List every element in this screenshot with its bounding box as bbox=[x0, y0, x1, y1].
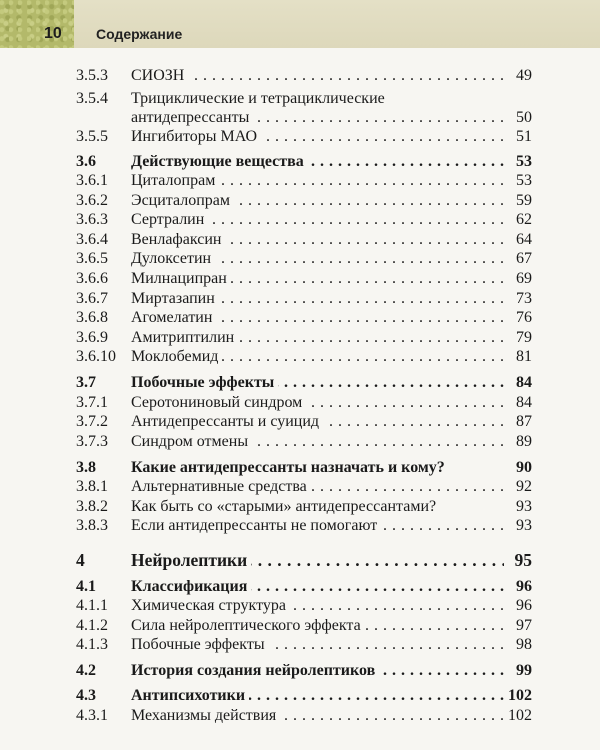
toc-entry-number: 4.1 bbox=[76, 578, 96, 595]
toc-entry-number: 3.7.3 bbox=[76, 433, 108, 450]
toc-entry-title: СИОЗН bbox=[131, 67, 188, 84]
toc-entry-title: Миртазапин bbox=[131, 290, 219, 307]
toc-entry-number: 3.6.10 bbox=[76, 348, 116, 365]
toc-entry-number: 4.1.2 bbox=[76, 617, 108, 634]
toc-entry-title: История создания нейролептиков bbox=[131, 662, 379, 679]
toc-entry-page: 50 bbox=[516, 109, 532, 126]
toc-entry-page: 87 bbox=[516, 413, 532, 430]
toc-entry-number: 3.7.1 bbox=[76, 394, 108, 411]
toc-entry-title: Какие антидепрессанты назначать и кому? bbox=[131, 459, 449, 476]
toc-entry-page: 102 bbox=[508, 687, 532, 704]
toc-entry-title: Как быть со «старыми» антидепрессантами? bbox=[131, 498, 440, 515]
toc-entry-page: 67 bbox=[516, 250, 532, 267]
toc-entry-title: Химическая структура bbox=[131, 597, 290, 614]
toc-entry-number: 4.1.3 bbox=[76, 636, 108, 653]
toc-entry-number: 3.8 bbox=[76, 459, 96, 476]
toc-entry-title: Серотониновый синдром bbox=[131, 394, 306, 411]
toc-entry-page: 93 bbox=[516, 517, 532, 534]
toc-entry-title: Ингибиторы МАО bbox=[131, 128, 261, 145]
toc-entry-page: 59 bbox=[516, 192, 532, 209]
toc-entry-number: 4.3 bbox=[76, 687, 96, 704]
toc-entry-page: 62 bbox=[516, 211, 532, 228]
toc-entry-page: 79 bbox=[516, 329, 532, 346]
toc-entry-number: 3.6.6 bbox=[76, 270, 108, 287]
toc-entry-title: Циталопрам bbox=[131, 172, 219, 189]
toc-entry-number: 3.8.3 bbox=[76, 517, 108, 534]
toc-entry-title: Побочные эффекты bbox=[131, 636, 269, 653]
toc-entry-title: Антипсихотики bbox=[131, 687, 249, 704]
toc-entry-title: Эсциталопрам bbox=[131, 192, 234, 209]
toc-entry-page: 69 bbox=[516, 270, 532, 287]
page-header bbox=[0, 0, 600, 48]
toc-entry-number: 3.6.5 bbox=[76, 250, 108, 267]
toc-entry-number: 4.2 bbox=[76, 662, 96, 679]
toc-entry-title: Механизмы действия bbox=[131, 707, 280, 724]
toc-entry-page: 84 bbox=[516, 374, 532, 391]
toc-entry-page: 92 bbox=[516, 478, 532, 495]
toc-entry-page: 98 bbox=[516, 636, 532, 653]
section-title: Содержание bbox=[96, 26, 183, 42]
toc-entry-title: Нейролептики bbox=[131, 551, 251, 570]
toc-entry-number: 3.6.7 bbox=[76, 290, 108, 307]
toc-entry-page: 96 bbox=[516, 597, 532, 614]
page-number-badge bbox=[0, 0, 74, 48]
toc-entry-number: 3.7.2 bbox=[76, 413, 108, 430]
toc-entry-title: Если антидепрессанты не помогают bbox=[131, 517, 381, 534]
toc-entry-page: 99 bbox=[516, 662, 532, 679]
toc-entry-number: 3.6.2 bbox=[76, 192, 108, 209]
toc-entry-title: Классификация bbox=[131, 578, 251, 595]
toc-entry-number: 3.6.9 bbox=[76, 329, 108, 346]
toc-entry-title: Действующие вещества bbox=[131, 153, 308, 170]
toc-entry-page: 84 bbox=[516, 394, 532, 411]
toc-entry-number: 3.5.5 bbox=[76, 128, 108, 145]
toc-entry-title: Трициклические и тетрациклические bbox=[131, 90, 389, 107]
toc-entry-title: Антидепрессанты и суицид bbox=[131, 413, 323, 430]
toc-entry-page: 51 bbox=[516, 128, 532, 145]
toc-entry-page: 95 bbox=[514, 550, 532, 570]
toc-entry-page: 73 bbox=[516, 290, 532, 307]
toc-entry-page: 81 bbox=[516, 348, 532, 365]
toc-entry-page: 102 bbox=[508, 707, 532, 724]
toc-entry-title: Амитриптилин bbox=[131, 329, 238, 346]
toc-entry-title: Синдром отмены bbox=[131, 433, 252, 450]
page-number: 10 bbox=[44, 25, 62, 42]
toc-entry-number: 3.5.3 bbox=[76, 67, 108, 84]
toc-entry-number: 3.8.2 bbox=[76, 498, 108, 515]
toc-entry-number: 3.6.4 bbox=[76, 231, 108, 248]
toc-entry-number: 3.8.1 bbox=[76, 478, 108, 495]
toc-entry-number: 3.7 bbox=[76, 374, 96, 391]
toc-entry-number: 3.6.1 bbox=[76, 172, 108, 189]
toc-entry-page: 49 bbox=[516, 67, 532, 84]
toc-entry-page: 53 bbox=[516, 172, 532, 189]
toc-entry-title: Побочные эффекты bbox=[131, 374, 278, 391]
toc-entry-number: 4.3.1 bbox=[76, 707, 108, 724]
toc-entry-number: 3.6.3 bbox=[76, 211, 108, 228]
toc-entry-title: Моклобемид bbox=[131, 348, 222, 365]
toc-entry-number: 3.6.8 bbox=[76, 309, 108, 326]
toc-entry-title-continued: антидепрессанты bbox=[131, 109, 253, 126]
toc-entry-page: 96 bbox=[516, 578, 532, 595]
toc-entry-title: Дулоксетин bbox=[131, 250, 215, 267]
toc-entry-title: Венлафаксин bbox=[131, 231, 226, 248]
toc-entry-number: 3.6 bbox=[76, 153, 96, 170]
toc-entry-title: Сертралин bbox=[131, 211, 208, 228]
toc-entry-page: 97 bbox=[516, 617, 532, 634]
toc-entry-page: 89 bbox=[516, 433, 532, 450]
toc-entry-title: Сила нейролептического эффекта bbox=[131, 617, 365, 634]
toc-entry-page: 53 bbox=[516, 153, 532, 170]
toc-entry-page: 90 bbox=[516, 459, 532, 476]
toc-entry-page: 64 bbox=[516, 231, 532, 248]
toc-entry-title: Милнаципран bbox=[131, 270, 231, 287]
toc-entry-number: 4 bbox=[76, 550, 85, 570]
toc-entry-page: 93 bbox=[516, 498, 532, 515]
toc-entry-title: Агомелатин bbox=[131, 309, 216, 326]
toc-entry-title: Альтернативные средства bbox=[131, 478, 311, 495]
toc-entry-number: 4.1.1 bbox=[76, 597, 108, 614]
toc-entry-page: 76 bbox=[516, 309, 532, 326]
toc-entry-number: 3.5.4 bbox=[76, 90, 108, 107]
